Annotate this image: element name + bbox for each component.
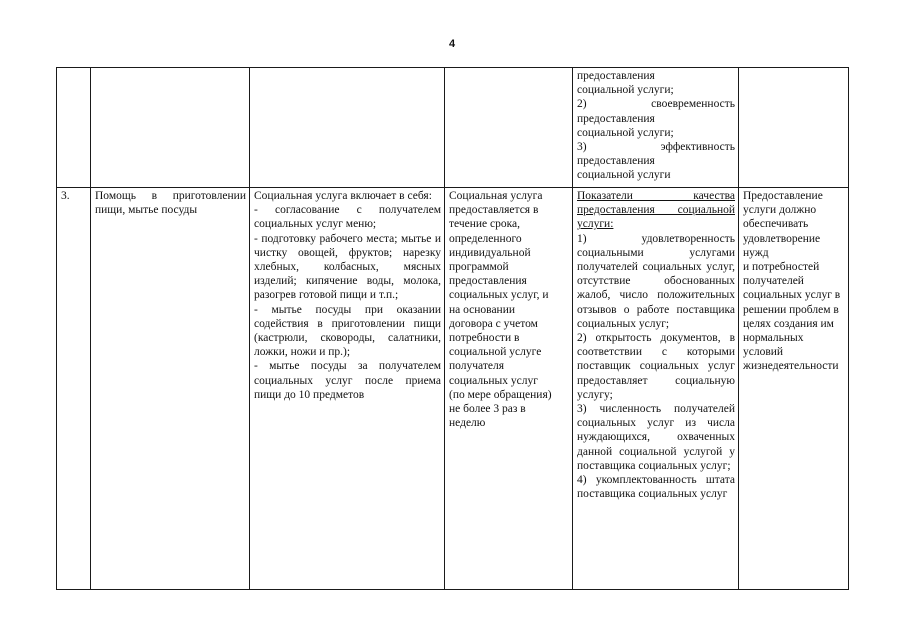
cell-terms-empty: [445, 68, 573, 188]
cell-service-name: Помощь в приготовлении пищи, мытье посуды: [91, 188, 250, 590]
terms-line: на основании: [449, 303, 516, 316]
conditions-line: обеспечивать: [743, 218, 809, 231]
cell-service-conditions: [739, 188, 849, 590]
text-line: предоставления: [577, 112, 655, 125]
quality-item: 4) укомплектованность штата поставщика социальных услуг: [577, 474, 735, 501]
page-number: 4: [448, 38, 456, 50]
conditions-line: получателей: [743, 275, 804, 288]
terms-line: течение срока,: [449, 218, 521, 231]
cell-number-empty: [57, 68, 91, 188]
description-paragraph: Социальная услуга включает в себя:: [254, 190, 432, 202]
conditions-line: социальных услуг в: [743, 289, 841, 302]
cell-description-empty: [250, 68, 445, 188]
text-line: социальной услуги;: [577, 126, 674, 139]
terms-line: социальных услуг, и: [449, 289, 549, 302]
conditions-line: целях создания им: [743, 317, 834, 330]
terms-line: (по мере обращения): [449, 388, 552, 401]
conditions-line: жизнедеятельности: [743, 360, 839, 373]
quality-item: 2) открытость документов, в соответствии с которыми поставщик социальных услуг предоставляет социальную услугу;: [577, 332, 735, 401]
service-row: [57, 188, 849, 590]
text-line: социальной услуги;: [577, 84, 674, 97]
cell-service-description: [250, 188, 445, 590]
terms-line: неделю: [449, 417, 486, 430]
text-line: 3) эффективность: [577, 141, 735, 154]
terms-line: договора с учетом: [449, 317, 538, 330]
description-paragraph: - мытье посуды при оказании содействия в приготовлении пищи (кастрюли, сковороды, салатники, ложки, ножи и пр.);: [254, 303, 441, 359]
cell-quality-indicators: [573, 188, 739, 590]
description-paragraph: - мытье посуды за получателем социальных услуг после приема пищи до 10 предметов: [254, 360, 441, 401]
terms-line: программой: [449, 261, 509, 274]
terms-line: предоставляется в: [449, 204, 539, 217]
conditions-line: и потребностей: [743, 261, 820, 274]
services-table: [56, 67, 849, 590]
cell-name-empty: [91, 68, 250, 188]
conditions-line: нормальных условий: [743, 332, 804, 359]
text-line: социальной услуги: [577, 169, 671, 182]
quality-heading: Показатели качества предоставления социальной услуги:: [577, 190, 735, 231]
description-paragraph: - согласование с получателем социальных услуг меню;: [254, 204, 441, 231]
terms-line: социальной услуге: [449, 346, 542, 359]
cell-service-number: 3.: [57, 188, 91, 590]
conditions-line: удовлетворение нужд: [743, 232, 821, 259]
quality-item: 1) удовлетворенность социальными услугами получателей социальных услуг, отсутствие обоснованных жалоб, число положительных отзывов о работе поставщика социальных услуг;: [577, 232, 735, 330]
quality-item: 3) численность получателей социальных услуг из числа нуждающихся, охваченных данной социальной услугой у поставщика социальных услуг;: [577, 403, 735, 472]
conditions-line: Предоставление: [743, 190, 823, 202]
text-line: 2) своевременность: [577, 98, 735, 111]
cell-conditions-empty: [739, 68, 849, 188]
description-paragraph: - подготовку рабочего места; мытье и чистку овощей, фруктов; нарезку хлебных, колбасных, мясных изделий; кипячение воды, молока, разогрев готовой пищи и т.п.;: [254, 232, 441, 302]
cell-quality-continued: [573, 68, 739, 188]
cell-service-terms: [445, 188, 573, 590]
terms-line: Социальная услуга: [449, 190, 543, 202]
terms-line: потребности в: [449, 332, 520, 345]
terms-line: получателя: [449, 360, 504, 373]
terms-line: определенного: [449, 232, 522, 245]
terms-line: предоставления: [449, 275, 527, 288]
terms-line: не более 3 раз в: [449, 403, 526, 416]
conditions-line: услуги должно: [743, 204, 817, 217]
conditions-line: решении проблем в: [743, 303, 839, 316]
terms-line: социальных услуг: [449, 374, 538, 387]
text-line: предоставления: [577, 155, 655, 168]
text-line: предоставления: [577, 70, 655, 82]
terms-line: индивидуальной: [449, 246, 531, 259]
continuation-row: [57, 68, 849, 188]
